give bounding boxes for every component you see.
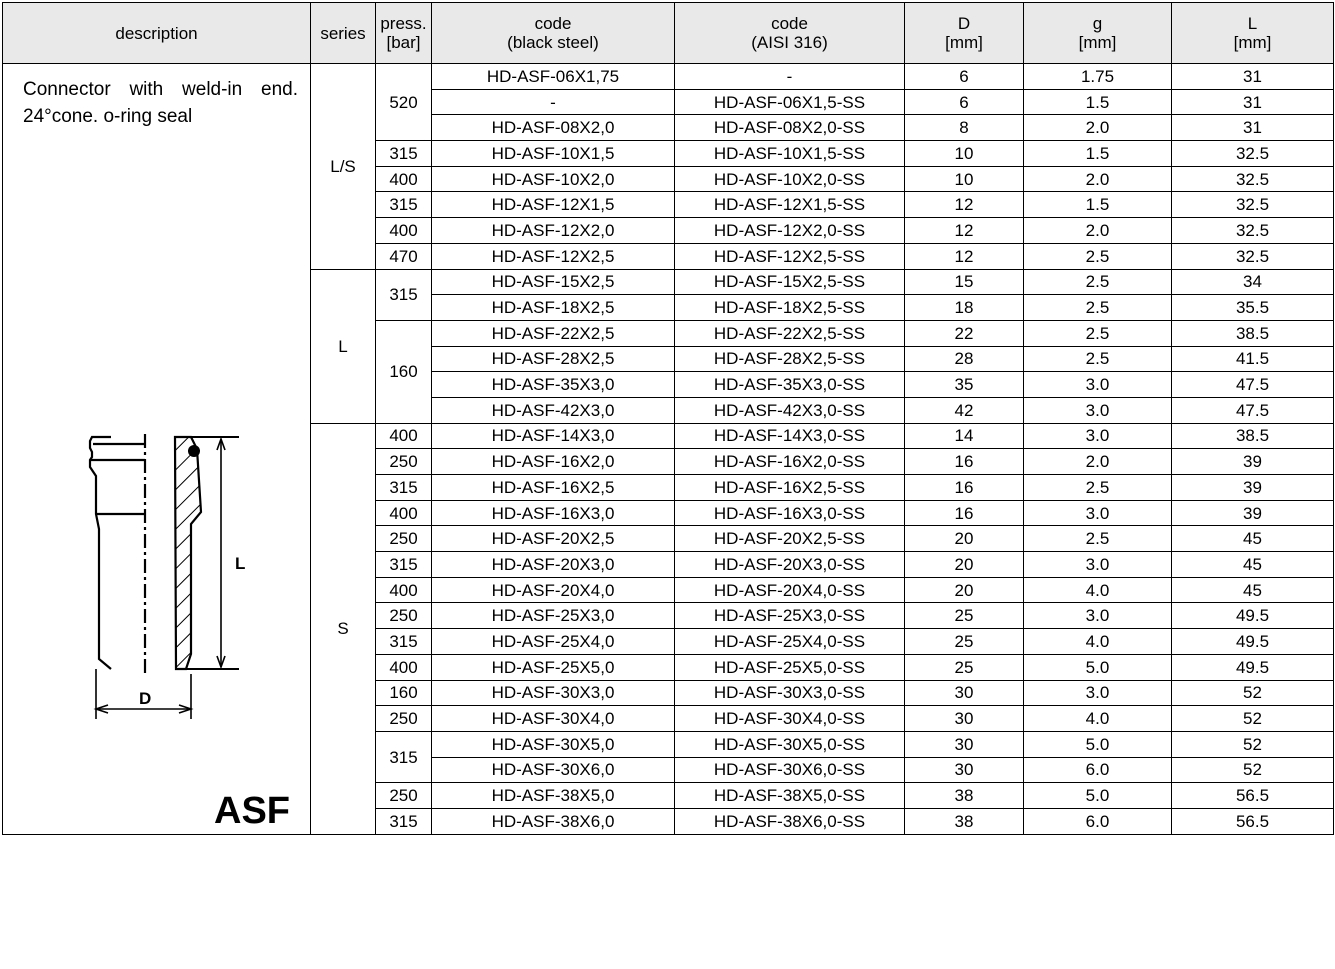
code-aisi316-cell: HD-ASF-12X2,0-SS — [675, 218, 905, 244]
pressure-cell: 400 — [376, 218, 432, 244]
g-cell: 5.0 — [1024, 731, 1172, 757]
g-cell: 2.0 — [1024, 166, 1172, 192]
code-aisi316-cell: HD-ASF-30X5,0-SS — [675, 731, 905, 757]
code-black-steel-cell: - — [432, 89, 675, 115]
code-aisi316-cell: HD-ASF-20X2,5-SS — [675, 526, 905, 552]
g-cell: 2.5 — [1024, 243, 1172, 269]
pressure-cell: 315 — [376, 269, 432, 320]
g-cell: 3.0 — [1024, 603, 1172, 629]
d-cell: 25 — [905, 629, 1024, 655]
l-cell: 35.5 — [1172, 295, 1334, 321]
code-aisi316-cell: HD-ASF-15X2,5-SS — [675, 269, 905, 295]
pressure-cell: 520 — [376, 64, 432, 141]
code-black-steel-cell: HD-ASF-10X1,5 — [432, 141, 675, 167]
pressure-cell: 315 — [376, 552, 432, 578]
d-cell: 10 — [905, 166, 1024, 192]
series-cell: S — [311, 423, 376, 834]
l-cell: 47.5 — [1172, 372, 1334, 398]
code-aisi316-cell: HD-ASF-28X2,5-SS — [675, 346, 905, 372]
code-black-steel-cell: HD-ASF-30X6,0 — [432, 757, 675, 783]
code-black-steel-cell: HD-ASF-12X2,5 — [432, 243, 675, 269]
l-cell: 45 — [1172, 577, 1334, 603]
l-cell: 52 — [1172, 680, 1334, 706]
code-aisi316-cell: HD-ASF-12X2,5-SS — [675, 243, 905, 269]
code-black-steel-cell: HD-ASF-08X2,0 — [432, 115, 675, 141]
drawing-label-d: D — [139, 689, 152, 708]
l-cell: 52 — [1172, 731, 1334, 757]
d-cell: 38 — [905, 783, 1024, 809]
l-cell: 39 — [1172, 475, 1334, 501]
l-cell: 31 — [1172, 115, 1334, 141]
g-cell: 3.0 — [1024, 500, 1172, 526]
g-cell: 2.0 — [1024, 115, 1172, 141]
code-aisi316-cell: HD-ASF-38X5,0-SS — [675, 783, 905, 809]
l-cell: 49.5 — [1172, 603, 1334, 629]
g-cell: 1.5 — [1024, 192, 1172, 218]
header-l: L [mm] — [1172, 3, 1334, 64]
header-d: D [mm] — [905, 3, 1024, 64]
pressure-cell: 400 — [376, 654, 432, 680]
code-black-steel-cell: HD-ASF-38X6,0 — [432, 808, 675, 834]
description-text: Connector with weld-in end. 24°cone. o-ring seal — [23, 79, 298, 127]
code-black-steel-cell: HD-ASF-25X4,0 — [432, 629, 675, 655]
l-cell: 52 — [1172, 706, 1334, 732]
header-code-aisi316: code (AISI 316) — [675, 3, 905, 64]
d-cell: 20 — [905, 577, 1024, 603]
l-cell: 34 — [1172, 269, 1334, 295]
code-black-steel-cell: HD-ASF-25X3,0 — [432, 603, 675, 629]
pressure-cell: 400 — [376, 166, 432, 192]
g-cell: 3.0 — [1024, 680, 1172, 706]
l-cell: 49.5 — [1172, 629, 1334, 655]
l-cell: 32.5 — [1172, 192, 1334, 218]
l-cell: 41.5 — [1172, 346, 1334, 372]
pressure-cell: 400 — [376, 577, 432, 603]
d-cell: 20 — [905, 552, 1024, 578]
connector-drawing — [63, 364, 246, 729]
code-black-steel-cell: HD-ASF-30X4,0 — [432, 706, 675, 732]
series-cell: L/S — [311, 64, 376, 270]
code-aisi316-cell: HD-ASF-06X1,5-SS — [675, 89, 905, 115]
pressure-cell: 315 — [376, 141, 432, 167]
code-black-steel-cell: HD-ASF-18X2,5 — [432, 295, 675, 321]
code-black-steel-cell: HD-ASF-15X2,5 — [432, 269, 675, 295]
d-cell: 14 — [905, 423, 1024, 449]
g-cell: 6.0 — [1024, 808, 1172, 834]
code-black-steel-cell: HD-ASF-35X3,0 — [432, 372, 675, 398]
d-cell: 25 — [905, 603, 1024, 629]
g-cell: 2.0 — [1024, 449, 1172, 475]
code-aisi316-cell: HD-ASF-22X2,5-SS — [675, 320, 905, 346]
pressure-cell: 250 — [376, 449, 432, 475]
d-cell: 15 — [905, 269, 1024, 295]
g-cell: 2.5 — [1024, 526, 1172, 552]
pressure-cell: 400 — [376, 500, 432, 526]
header-series: series — [311, 3, 376, 64]
pressure-cell: 315 — [376, 192, 432, 218]
l-cell: 38.5 — [1172, 423, 1334, 449]
l-cell: 32.5 — [1172, 243, 1334, 269]
pressure-cell: 315 — [376, 808, 432, 834]
code-black-steel-cell: HD-ASF-12X1,5 — [432, 192, 675, 218]
pressure-cell: 315 — [376, 475, 432, 501]
code-aisi316-cell: HD-ASF-20X4,0-SS — [675, 577, 905, 603]
d-cell: 30 — [905, 757, 1024, 783]
d-cell: 18 — [905, 295, 1024, 321]
l-cell: 52 — [1172, 757, 1334, 783]
code-aisi316-cell: HD-ASF-38X6,0-SS — [675, 808, 905, 834]
description-cell — [3, 64, 311, 835]
pressure-cell: 470 — [376, 243, 432, 269]
d-cell: 12 — [905, 243, 1024, 269]
d-cell: 30 — [905, 731, 1024, 757]
code-black-steel-cell: HD-ASF-16X3,0 — [432, 500, 675, 526]
code-black-steel-cell: HD-ASF-20X2,5 — [432, 526, 675, 552]
l-cell: 32.5 — [1172, 218, 1334, 244]
g-cell: 2.5 — [1024, 320, 1172, 346]
code-aisi316-cell: HD-ASF-42X3,0-SS — [675, 397, 905, 423]
g-cell: 5.0 — [1024, 654, 1172, 680]
g-cell: 3.0 — [1024, 372, 1172, 398]
g-cell: 1.5 — [1024, 141, 1172, 167]
header-pressure: press. [bar] — [376, 3, 432, 64]
code-aisi316-cell: HD-ASF-35X3,0-SS — [675, 372, 905, 398]
g-cell: 2.5 — [1024, 346, 1172, 372]
l-cell: 31 — [1172, 64, 1334, 90]
code-black-steel-cell: HD-ASF-06X1,75 — [432, 64, 675, 90]
table-body — [3, 64, 1334, 835]
code-black-steel-cell: HD-ASF-38X5,0 — [432, 783, 675, 809]
code-aisi316-cell: HD-ASF-30X3,0-SS — [675, 680, 905, 706]
g-cell: 4.0 — [1024, 706, 1172, 732]
l-cell: 56.5 — [1172, 808, 1334, 834]
code-aisi316-cell: HD-ASF-18X2,5-SS — [675, 295, 905, 321]
pressure-cell: 250 — [376, 706, 432, 732]
d-cell: 8 — [905, 115, 1024, 141]
d-cell: 10 — [905, 141, 1024, 167]
code-aisi316-cell: HD-ASF-12X1,5-SS — [675, 192, 905, 218]
l-cell: 47.5 — [1172, 397, 1334, 423]
code-aisi316-cell: HD-ASF-25X4,0-SS — [675, 629, 905, 655]
code-black-steel-cell: HD-ASF-30X3,0 — [432, 680, 675, 706]
d-cell: 42 — [905, 397, 1024, 423]
d-cell: 38 — [905, 808, 1024, 834]
l-cell: 31 — [1172, 89, 1334, 115]
l-cell: 32.5 — [1172, 141, 1334, 167]
g-cell: 2.5 — [1024, 269, 1172, 295]
l-cell: 39 — [1172, 500, 1334, 526]
d-cell: 28 — [905, 346, 1024, 372]
d-cell: 20 — [905, 526, 1024, 552]
d-cell: 16 — [905, 475, 1024, 501]
code-aisi316-cell: - — [675, 64, 905, 90]
table-header — [3, 3, 1334, 64]
g-cell: 6.0 — [1024, 757, 1172, 783]
pressure-cell: 250 — [376, 526, 432, 552]
code-black-steel-cell: HD-ASF-20X4,0 — [432, 577, 675, 603]
product-code-label: ASF — [214, 789, 290, 832]
code-aisi316-cell: HD-ASF-30X6,0-SS — [675, 757, 905, 783]
code-black-steel-cell: HD-ASF-20X3,0 — [432, 552, 675, 578]
table-row — [3, 64, 1334, 90]
g-cell: 4.0 — [1024, 577, 1172, 603]
product-table — [2, 2, 1334, 835]
pressure-cell: 400 — [376, 423, 432, 449]
code-aisi316-cell: HD-ASF-20X3,0-SS — [675, 552, 905, 578]
d-cell: 35 — [905, 372, 1024, 398]
code-black-steel-cell: HD-ASF-10X2,0 — [432, 166, 675, 192]
l-cell: 38.5 — [1172, 320, 1334, 346]
header-g: g [mm] — [1024, 3, 1172, 64]
code-black-steel-cell: HD-ASF-14X3,0 — [432, 423, 675, 449]
d-cell: 22 — [905, 320, 1024, 346]
g-cell: 3.0 — [1024, 423, 1172, 449]
l-cell: 45 — [1172, 526, 1334, 552]
code-black-steel-cell: HD-ASF-30X5,0 — [432, 731, 675, 757]
d-cell: 25 — [905, 654, 1024, 680]
code-aisi316-cell: HD-ASF-16X3,0-SS — [675, 500, 905, 526]
code-aisi316-cell: HD-ASF-14X3,0-SS — [675, 423, 905, 449]
g-cell: 4.0 — [1024, 629, 1172, 655]
l-cell: 56.5 — [1172, 783, 1334, 809]
code-aisi316-cell: HD-ASF-25X5,0-SS — [675, 654, 905, 680]
g-cell: 1.75 — [1024, 64, 1172, 90]
pressure-cell: 160 — [376, 320, 432, 423]
pressure-cell: 250 — [376, 783, 432, 809]
g-cell: 2.0 — [1024, 218, 1172, 244]
drawing-label-l: L — [235, 554, 246, 573]
d-cell: 12 — [905, 192, 1024, 218]
code-black-steel-cell: HD-ASF-25X5,0 — [432, 654, 675, 680]
code-black-steel-cell: HD-ASF-16X2,0 — [432, 449, 675, 475]
pressure-cell: 315 — [376, 629, 432, 655]
d-cell: 16 — [905, 449, 1024, 475]
d-cell: 30 — [905, 706, 1024, 732]
code-black-steel-cell: HD-ASF-28X2,5 — [432, 346, 675, 372]
l-cell: 49.5 — [1172, 654, 1334, 680]
l-cell: 45 — [1172, 552, 1334, 578]
d-cell: 16 — [905, 500, 1024, 526]
g-cell: 3.0 — [1024, 397, 1172, 423]
pressure-cell: 315 — [376, 731, 432, 782]
header-code-black-steel: code (black steel) — [432, 3, 675, 64]
code-aisi316-cell: HD-ASF-10X1,5-SS — [675, 141, 905, 167]
code-aisi316-cell: HD-ASF-16X2,0-SS — [675, 449, 905, 475]
code-black-steel-cell: HD-ASF-12X2,0 — [432, 218, 675, 244]
header-description: description — [3, 3, 311, 64]
code-black-steel-cell: HD-ASF-16X2,5 — [432, 475, 675, 501]
g-cell: 1.5 — [1024, 89, 1172, 115]
l-cell: 39 — [1172, 449, 1334, 475]
g-cell: 3.0 — [1024, 552, 1172, 578]
code-aisi316-cell: HD-ASF-10X2,0-SS — [675, 166, 905, 192]
code-aisi316-cell: HD-ASF-25X3,0-SS — [675, 603, 905, 629]
code-black-steel-cell: HD-ASF-22X2,5 — [432, 320, 675, 346]
d-cell: 12 — [905, 218, 1024, 244]
g-cell: 2.5 — [1024, 475, 1172, 501]
d-cell: 6 — [905, 64, 1024, 90]
l-cell: 32.5 — [1172, 166, 1334, 192]
code-aisi316-cell: HD-ASF-16X2,5-SS — [675, 475, 905, 501]
code-aisi316-cell: HD-ASF-08X2,0-SS — [675, 115, 905, 141]
series-cell: L — [311, 269, 376, 423]
d-cell: 30 — [905, 680, 1024, 706]
code-aisi316-cell: HD-ASF-30X4,0-SS — [675, 706, 905, 732]
g-cell: 5.0 — [1024, 783, 1172, 809]
g-cell: 2.5 — [1024, 295, 1172, 321]
pressure-cell: 160 — [376, 680, 432, 706]
code-black-steel-cell: HD-ASF-42X3,0 — [432, 397, 675, 423]
d-cell: 6 — [905, 89, 1024, 115]
pressure-cell: 250 — [376, 603, 432, 629]
